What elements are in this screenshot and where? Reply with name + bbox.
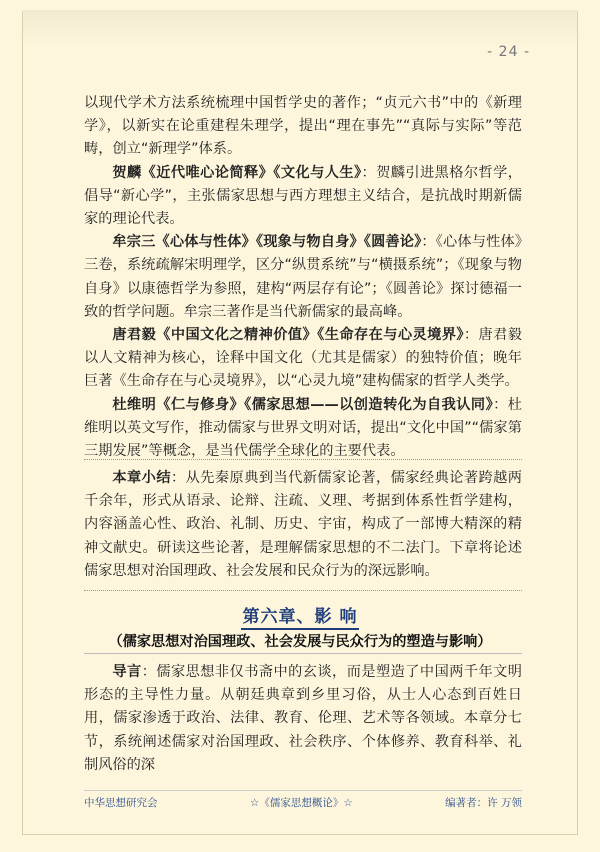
intro-lead: 导言 — [112, 664, 142, 680]
paragraph-2-text: ：《心体与性体》三卷，系统疏解宋明理学，区分“纵贯系统”与“横摄系统”；《现象与物自身》以康德哲学为参照，建构“两层存有论”；《圆善论》探讨德福一致的哲学问题。牟宗三著作是当代新儒家的最高峰。 — [84, 234, 522, 320]
chapter-summary — [84, 467, 522, 583]
footer-divider — [84, 790, 522, 791]
paragraph-2-lead: 牟宗三《心体与性体》《现象与物自身》《圆善论》 — [112, 234, 422, 251]
paragraph-3-text: ：唐君毅以人文精神为核心，诠释中国文化（尤其是儒家）的独特价值；晚年巨著《生命存在与心灵境界》，以“心灵九境”建构儒家的哲学人类学。 — [84, 327, 522, 390]
intro-text: ：儒家思想非仅书斋中的玄谈，而是塑造了中国两千年文明形态的主导性力量。从朝廷典章到乡里习俗，从士人心态到百姓日用，儒家渗透于政治、法律、教育、伦理、艺术等各领域。本章分七节，系统阐述儒家对治国理政、社会秩序、个体修养、教育科举、礼制风俗的深 — [84, 664, 522, 773]
paragraph-1-lead: 贺麟《近代唯心论简释》《文化与人生》 — [112, 164, 362, 181]
summary-lead: 本章小结 — [112, 470, 171, 486]
paragraph-continuation — [84, 92, 522, 162]
chapter-title-text: 第六章、影 响 — [241, 607, 360, 630]
paragraph-4-text: ：杜维明以英文写作，推动儒家与世界文明对话，提出“文化中国”“儒家第三期发展”等概念，是当代儒学全球化的主要代表。 — [84, 396, 522, 460]
page-number: - 24 - — [487, 44, 530, 60]
footer-organization: 中华思想研究会 — [84, 797, 158, 809]
body-text — [84, 92, 522, 463]
summary-text: ：从先秦原典到当代新儒家论著，儒家经典论著跨越两千余年，形式从语录、论辩、注疏、义理、考据到体系性哲学建构，内容涵盖心性、政治、礼制、历史、宇宙，构成了一部博大精深的精神文献史。研读这些论著，是理解儒家思想的不二法门。下章将论述儒家思想对治国理政、社会发展和民众行为的深远影响。 — [84, 470, 522, 579]
page-footer — [84, 795, 522, 810]
footer-author: 编著者：许 万领 — [445, 797, 522, 809]
paragraph-3-lead: 唐君毅《中国文化之精神价值》《生命存在与心灵境界》 — [112, 327, 464, 344]
paragraph-tangjunyi — [84, 324, 522, 394]
paragraph-0-text: 以现代学术方法系统梳理中国哲学史的著作；“贞元六书”中的《新理学》，以新实在论重建程朱理学，提出“理在事先”“真际与实际”等范畴，创立“新理学”体系。 — [84, 95, 522, 158]
paragraph-duweiming — [84, 394, 522, 464]
chapter-intro — [84, 661, 522, 777]
chapter-subtitle: （儒家思想对治国理政、社会发展与民众行为的塑造与影响） — [108, 634, 492, 650]
chapter-title — [0, 602, 600, 627]
paragraph-helin — [84, 162, 522, 232]
paragraph-4-lead: 杜维明《仁与修身》《儒家思想——以创造转化为自我认同》 — [112, 396, 494, 413]
chapter-divider — [84, 653, 522, 654]
summary-top-divider — [84, 459, 522, 460]
footer-book-title: ☆《儒家思想概论》☆ — [249, 797, 353, 809]
summary-bottom-divider — [84, 590, 522, 591]
paragraph-1-text: ：贺麟引进黑格尔哲学，倡导“新心学”，主张儒家思想与西方理想主义结合，是抗战时期新儒家的理论代表。 — [84, 164, 522, 228]
paragraph-mouzongsan — [84, 231, 522, 324]
